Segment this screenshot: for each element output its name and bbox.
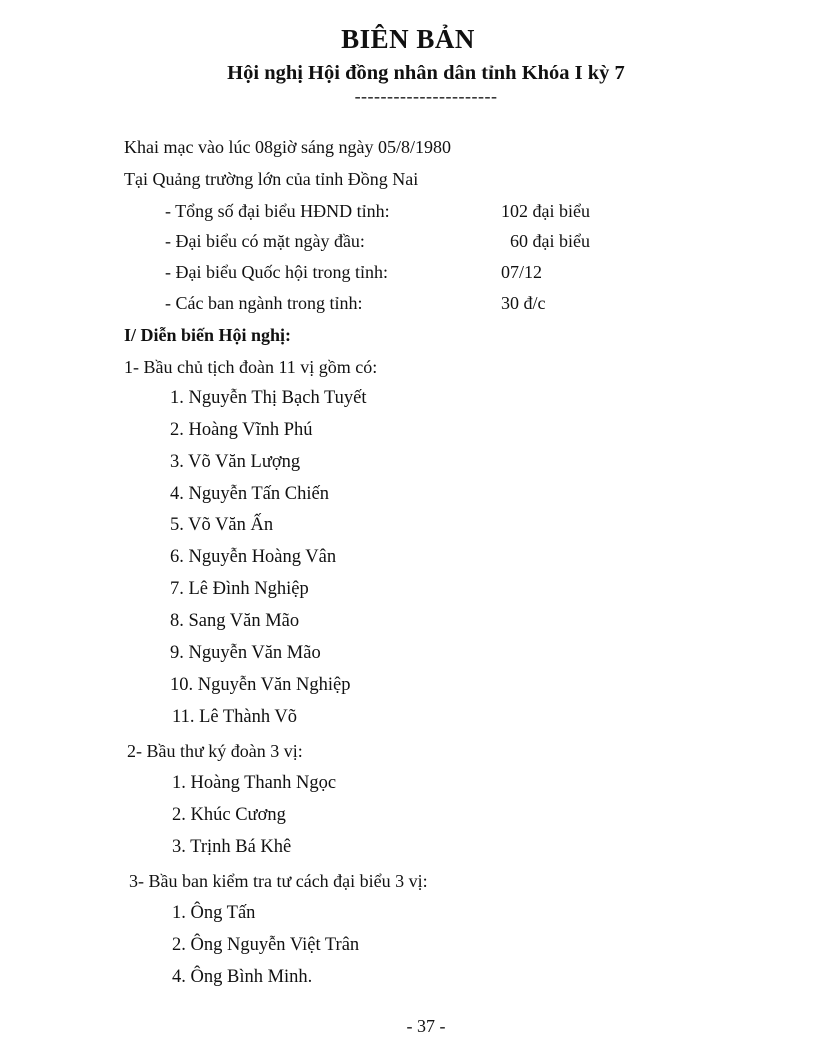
attendance-label: - Các ban ngành trong tỉnh: bbox=[165, 293, 363, 313]
presidium-member: 2. Hoàng Vĩnh Phú bbox=[170, 420, 313, 440]
presidium-heading: 1- Bầu chủ tịch đoàn 11 vị gồm có: bbox=[124, 357, 378, 377]
secretariat-member: 2. Khúc Cương bbox=[172, 805, 286, 825]
attendance-value: 30 đ/c bbox=[501, 293, 546, 313]
secretariat-member: 1. Hoàng Thanh Ngọc bbox=[172, 773, 337, 793]
presidium-member: 3. Võ Văn Lượng bbox=[170, 452, 301, 472]
presidium-member: 9. Nguyễn Văn Mão bbox=[170, 643, 321, 663]
credentials-heading: 3- Bầu ban kiểm tra tư cách đại biểu 3 vị: bbox=[129, 871, 428, 891]
presidium-member: 8. Sang Văn Mão bbox=[170, 611, 300, 631]
presidium-member: 6. Nguyễn Hoàng Vân bbox=[170, 547, 337, 567]
attendance-label: - Tổng số đại biểu HĐND tỉnh: bbox=[165, 201, 390, 221]
presidium-member: 4. Nguyễn Tấn Chiến bbox=[170, 484, 329, 504]
title-divider: ---------------------- bbox=[354, 86, 498, 106]
secretariat-heading: 2- Bầu thư ký đoàn 3 vị: bbox=[127, 741, 303, 761]
attendance-label: - Đại biểu có mặt ngày đầu: bbox=[165, 231, 365, 251]
opening-line: Khai mạc vào lúc 08giờ sáng ngày 05/8/1980 bbox=[124, 137, 451, 157]
credentials-member: 2. Ông Nguyễn Việt Trân bbox=[172, 935, 360, 955]
attendance-value: 60 đại biểu bbox=[510, 231, 590, 251]
credentials-member: 4. Ông Bình Minh. bbox=[172, 967, 313, 987]
presidium-member: 11. Lê Thành Võ bbox=[172, 707, 298, 727]
document-title: BIÊN BẢN bbox=[341, 24, 475, 54]
section-heading: I/ Diễn biến Hội nghị: bbox=[124, 325, 292, 345]
secretariat-member: 3. Trịnh Bá Khê bbox=[172, 837, 292, 857]
attendance-value: 102 đại biểu bbox=[501, 201, 590, 221]
attendance-value: 07/12 bbox=[501, 262, 543, 282]
presidium-member: 7. Lê Đình Nghiệp bbox=[170, 579, 309, 599]
location-line: Tại Quảng trường lớn của tỉnh Đồng Nai bbox=[124, 169, 419, 189]
credentials-member: 1. Ông Tấn bbox=[172, 903, 256, 923]
page-number: - 37 - bbox=[406, 1016, 446, 1036]
presidium-member: 1. Nguyễn Thị Bạch Tuyết bbox=[170, 388, 367, 408]
presidium-member: 5. Võ Văn Ấn bbox=[170, 515, 274, 535]
attendance-label: - Đại biểu Quốc hội trong tỉnh: bbox=[165, 262, 388, 282]
document-subtitle: Hội nghị Hội đồng nhân dân tỉnh Khóa I kỳ 7 bbox=[227, 62, 625, 84]
presidium-member: 10. Nguyễn Văn Nghiệp bbox=[170, 675, 351, 695]
